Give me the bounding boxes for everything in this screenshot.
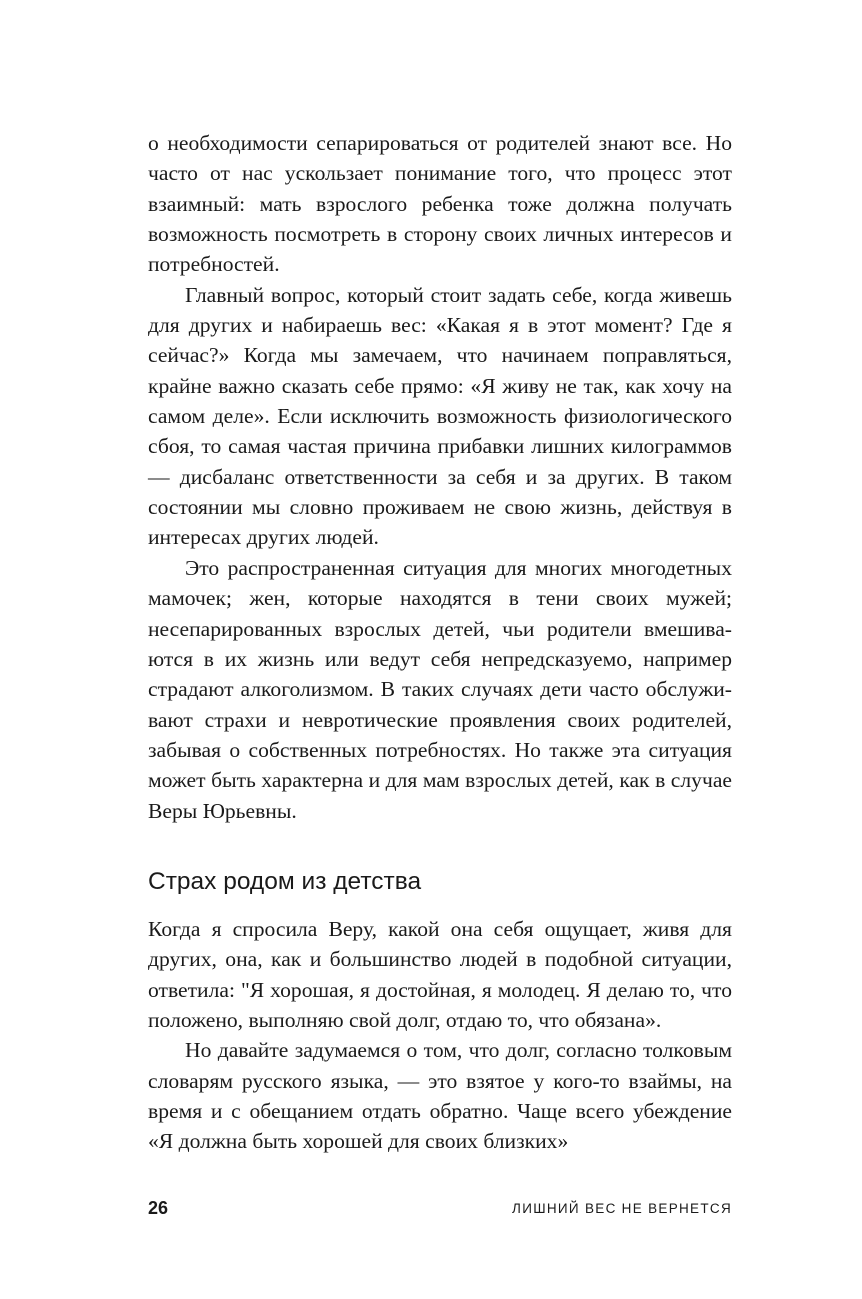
paragraph: Когда я спросила Веру, какой она себя ощущает, живя для других, она, как и большинство людей в подобной ситуации, ответила: "Я хорошая, я достойная, я молодец. Я делаю то, что положено, выполняю свой долг, отдаю то, что обязана». [148,917,732,1033]
page-number: 26 [148,1198,169,1218]
body-text [148,128,732,826]
section-heading: Страх родом из детства [148,868,422,895]
paragraph: о необходимости сепарироваться от родителей знают все. Но часто от нас ускользает понимание того, что процесс этот взаимный: мать взрослого ребенка тоже должна получать возможность посмотреть в сторону своих личных интересов и потребностей. [148,131,732,277]
paragraph: Но давайте задумаемся о том, что долг, согласно толковым словарям русского языка, — это взятое у кого-то взаймы, на время и с обещанием отдать обратно. Чаще всего убеждение «Я должна быть хорошей для своих близких» [148,1038,732,1154]
paragraph: Это распространенная ситуация для многих многодетных мамочек; жен, которые находятся в тени своих мужей; несепарированных взрослых детей, чьи родители вмешиваются в их жизнь или ведут себя непредсказуемо, например страдают алкоголизмом. В таких случаях дети часто обслуживают страхи и невротические проявления своих родителей, забывая о собственных потребностях. Но также эта ситуация может быть характерна и для мам взрослых детей, как в случае Веры Юрьевны. [148,555,732,823]
paragraph: Главный вопрос, который стоит задать себе, когда живешь для других и набираешь вес: «Какая я в этот момент? Где я сейчас?» Когда мы замечаем, что начинаем поправляться, крайне важно сказать себе прямо: «Я живу не так, как хочу на самом деле». Если исключить возможность физиологического сбоя, то самая частая причина прибавки лишних килограммов — дисбаланс ответственности за себя и за других. В таком состоянии мы словно проживаем не свою жизнь, действуя в интересах других людей. [148,282,732,550]
running-title: ЛИШНИЙ ВЕС НЕ ВЕРНЕТСЯ [512,1201,732,1216]
section-text [148,914,732,1157]
page-footer [148,1196,732,1220]
